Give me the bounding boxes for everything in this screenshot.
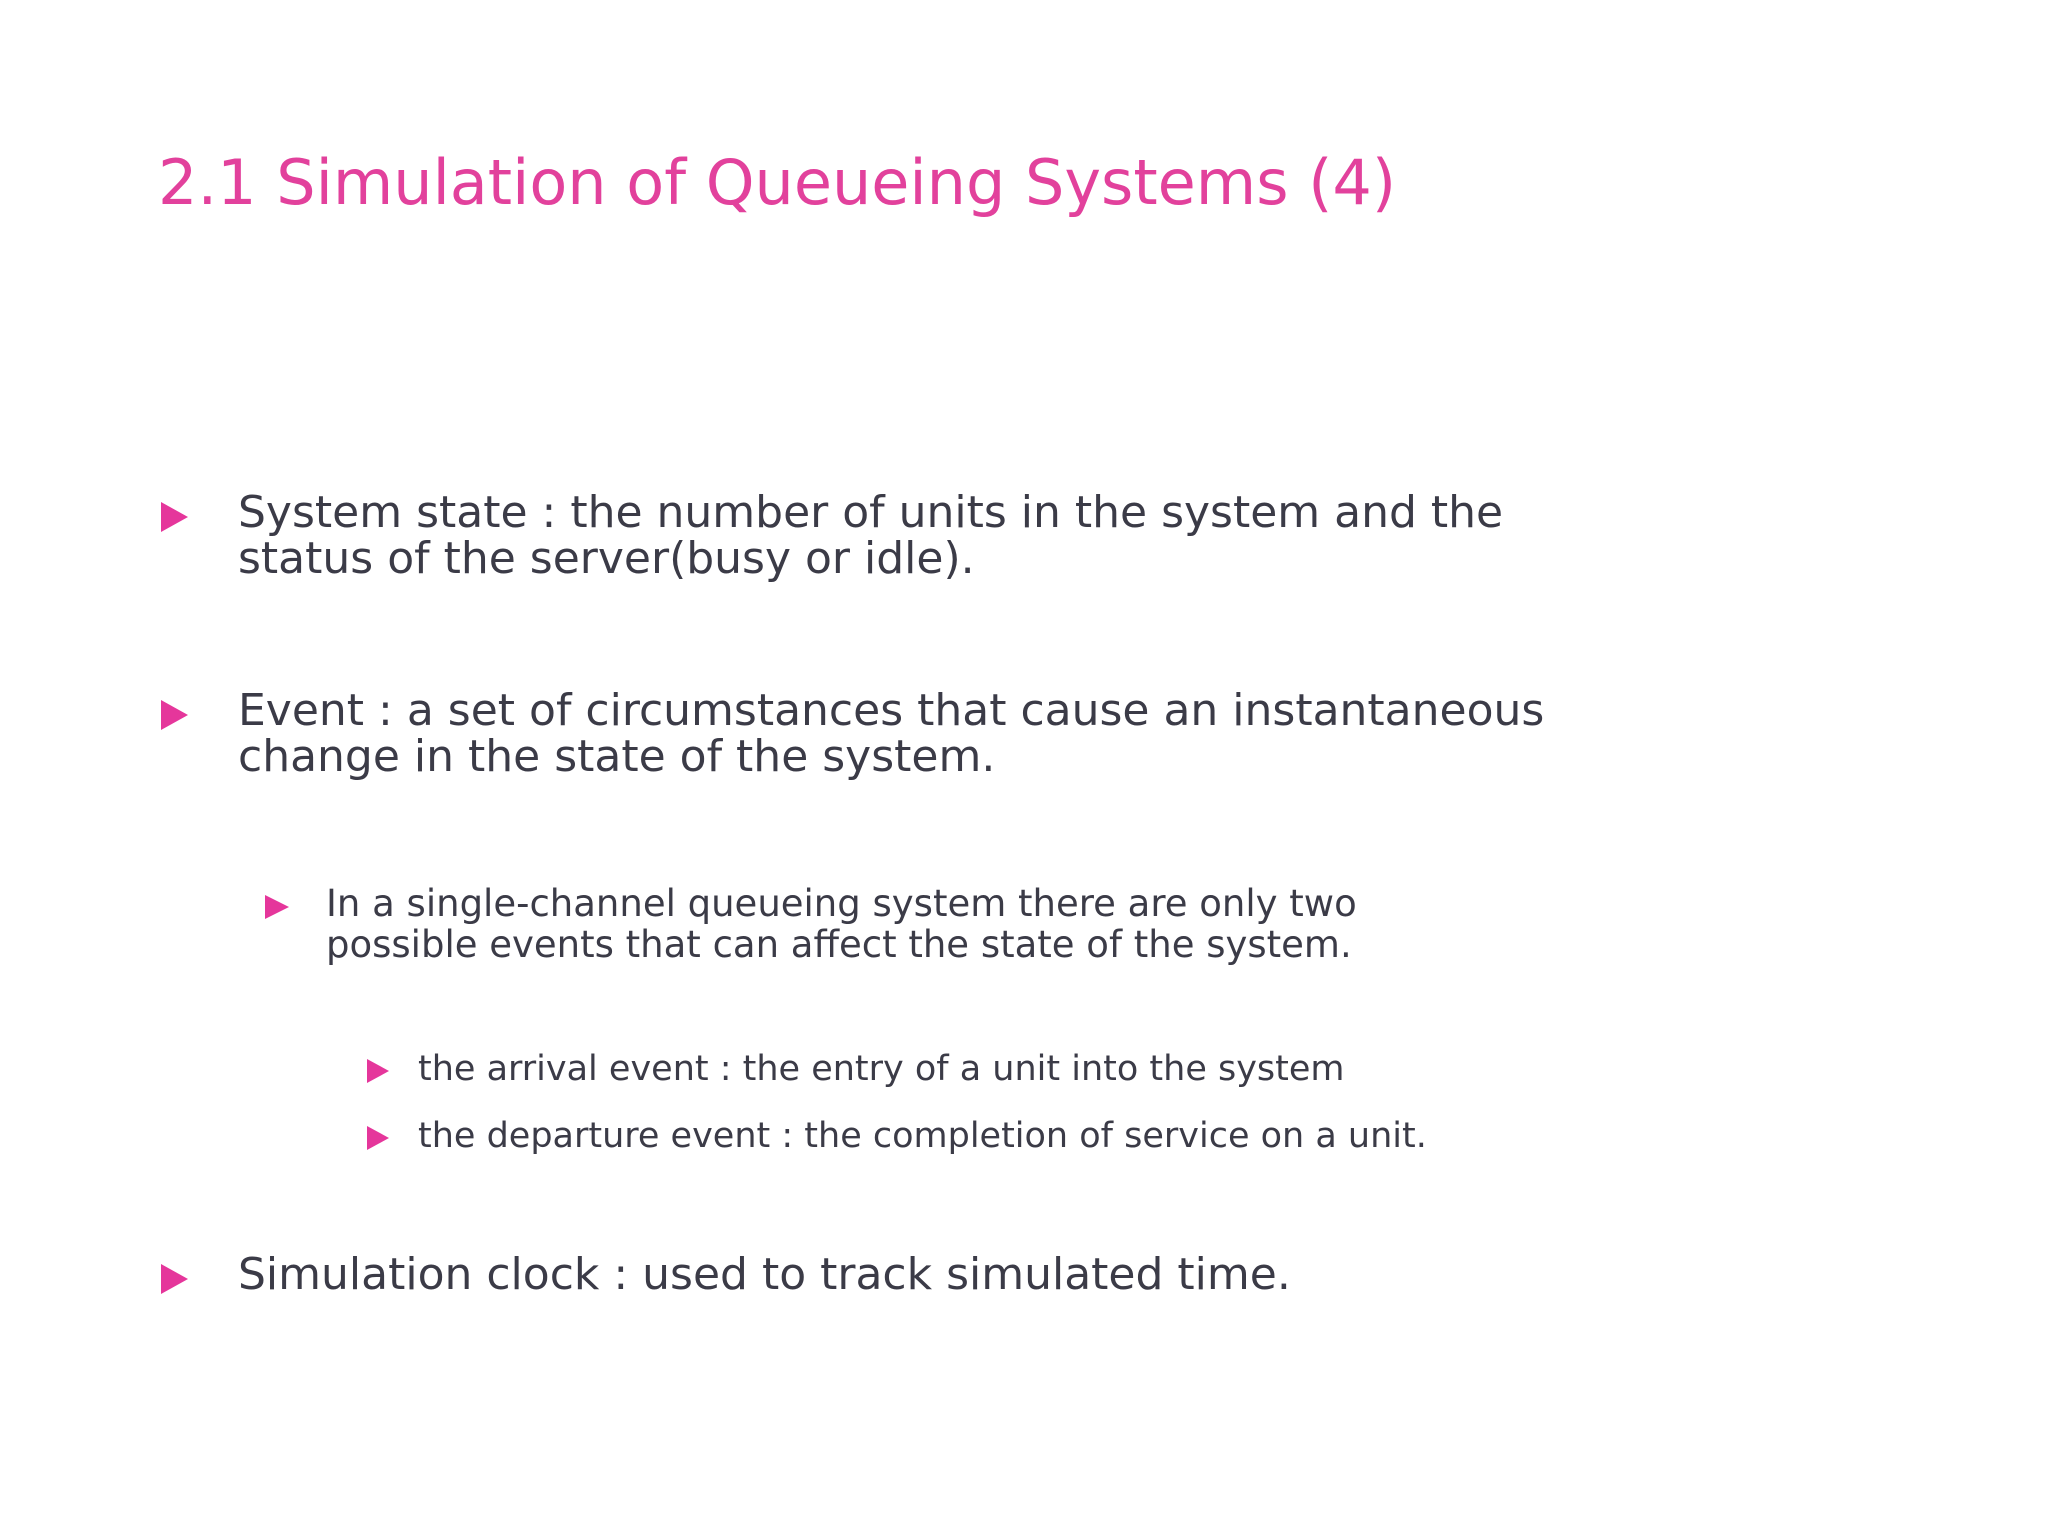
bullet-line: change in the state of the system.	[238, 731, 996, 782]
triangle-bullet-icon	[367, 1126, 389, 1150]
bullet-text	[238, 1249, 1291, 1300]
bullet-text	[238, 685, 1545, 782]
bullet-line: System state : the number of units in the system and the	[238, 487, 1504, 538]
bullet-text	[418, 1116, 1427, 1156]
triangle-bullet-icon	[161, 502, 188, 532]
bullet-text	[238, 487, 1504, 584]
bullet-line: In a single-channel queueing system there are only two	[326, 882, 1357, 925]
bullet-line: the departure event : the completion of service on a unit.	[418, 1116, 1427, 1156]
triangle-bullet-icon	[161, 700, 188, 730]
slide-title: 2.1 Simulation of Queueing Systems (4)	[158, 146, 1397, 219]
triangle-bullet-icon	[367, 1059, 389, 1083]
triangle-bullet-icon	[265, 895, 289, 919]
bullet-line: Simulation clock : used to track simulated time.	[238, 1249, 1291, 1300]
triangle-bullet-icon	[161, 1264, 188, 1294]
bullet-line: the arrival event : the entry of a unit into the system	[418, 1049, 1345, 1089]
bullet-line: Event : a set of circumstances that cause an instantaneous	[238, 685, 1545, 736]
bullet-text	[326, 883, 1357, 965]
bullet-text	[418, 1049, 1345, 1089]
bullet-line: status of the server(busy or idle).	[238, 533, 975, 584]
bullet-line: possible events that can affect the state of the system.	[326, 923, 1352, 966]
